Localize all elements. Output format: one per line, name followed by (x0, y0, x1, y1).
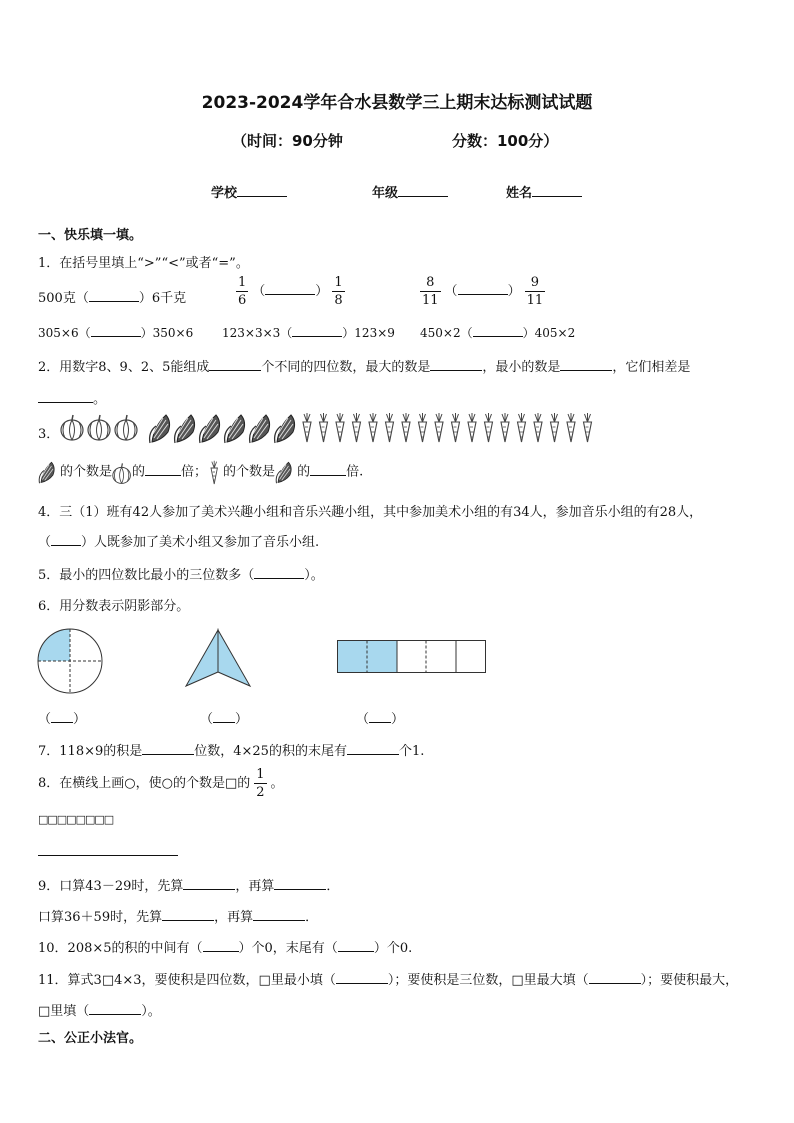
carrot-icon (435, 413, 443, 442)
carrot-icon (207, 460, 223, 484)
answer-blank (473, 324, 523, 337)
answer-blank (274, 877, 326, 890)
pumpkin-group (61, 415, 137, 440)
carrot-icon (402, 413, 410, 442)
q11-part-a: 11．算式3□4×3，要使积是四位数，□里最小填（ (38, 973, 336, 988)
q2-part-c: ，最小的数是 (482, 360, 561, 375)
fraction-9-11 (525, 274, 546, 309)
q6-text: 6．用分数表示阴影部分。 (38, 599, 190, 614)
q2-text (38, 356, 690, 375)
paren: （ (200, 712, 214, 727)
answer-blank (560, 358, 612, 371)
q11-part-e: ）。 (141, 1004, 161, 1019)
carrot-icon (501, 413, 509, 442)
q8-text (38, 766, 284, 801)
q3-question (38, 460, 363, 484)
q9-part-c: ． (326, 879, 340, 894)
q11-part-b: ）；要使积是三位数，□里最大填（ (387, 973, 589, 988)
answer-blank (145, 463, 181, 476)
q2-part-b: 个不同的四位数，最大的数是 (261, 360, 431, 375)
answer-blank (89, 289, 139, 302)
q1-row-2c (420, 324, 575, 341)
q6-answer-3 (356, 708, 404, 727)
fraction-denominator: 11 (526, 293, 544, 308)
grade-field (372, 182, 448, 201)
q3-text-1: 的个数是 (60, 464, 113, 480)
answer-blank (338, 939, 374, 952)
q10-part-b: ）个0，末尾有（ (238, 941, 338, 956)
paren: （ (38, 535, 52, 550)
q10-part-a: 10．208×5的积的中间有（ (38, 941, 203, 956)
q1-compare-2 (232, 274, 349, 309)
paren: ） (315, 284, 329, 299)
q3-picture-row (60, 412, 600, 446)
answer-blank (91, 324, 141, 337)
q1-r2c: 450×2（ (420, 326, 473, 340)
q7-part-c: 个1. (398, 744, 425, 759)
q1-compare-3 (416, 274, 549, 309)
pumpkin-icon (61, 415, 83, 440)
answer-blank (51, 710, 73, 723)
q10-text (38, 937, 412, 956)
q9-text (38, 875, 339, 894)
q1-r2b-right: ）123×9 (342, 326, 395, 340)
exam-time: （时间：90分钟 (232, 132, 343, 150)
answer-blank (265, 282, 315, 295)
pumpkin-icon (112, 461, 132, 483)
q8-draw-line[interactable] (38, 855, 178, 856)
carrot-icon (320, 413, 328, 442)
corn-icon (225, 415, 245, 443)
answer-blank (369, 710, 391, 723)
answer-blank (142, 742, 194, 755)
q1-c1-right: ）6千克 (138, 291, 187, 306)
answer-blank (209, 358, 261, 371)
q1-text: 1．在括号里填上“>”“<”或者“=”。 (38, 256, 249, 271)
q3-text-3: 倍； (181, 464, 208, 480)
q1-row-2 (38, 324, 193, 341)
q1-row-2b (222, 324, 395, 341)
q5-part-b: ）。 (304, 568, 324, 583)
answer-blank (310, 463, 346, 476)
carrot-group (303, 413, 592, 442)
q11-part-d: □里填（ (38, 1004, 90, 1019)
answer-blank (89, 1002, 141, 1015)
answer-blank (292, 324, 342, 337)
carrot-icon (584, 413, 592, 442)
answer-blank (589, 971, 641, 984)
corn-icon (275, 415, 295, 443)
carrot-icon (518, 413, 526, 442)
answer-blank (253, 908, 305, 921)
q9-part-d: 口算36＋59时，先算 (38, 910, 163, 925)
answer-blank (254, 566, 304, 579)
q9-part-a: 9．口算43－29时，先算 (38, 879, 184, 894)
q2-text-cont (38, 388, 106, 407)
carrot-icon (534, 413, 542, 442)
corn-icon (38, 460, 60, 484)
carrot-icon (485, 413, 493, 442)
fraction-numerator: 1 (256, 767, 265, 782)
q2-part-a: 2．用数字8、9、2、5能组成 (38, 360, 210, 375)
exam-score: 分数：100分） (452, 132, 559, 150)
paren: （ (356, 712, 370, 727)
q4-text-cont (38, 531, 319, 550)
shaded-circle-figure (36, 628, 108, 694)
school-field (211, 182, 287, 201)
q9-part-f: ． (305, 910, 319, 925)
q6-answer-2 (200, 708, 248, 727)
q11-text (38, 969, 738, 988)
shaded-kite-figure (182, 628, 254, 690)
fraction-denominator: 6 (238, 293, 247, 308)
corn-icon (275, 460, 297, 484)
carrot-icon (369, 413, 377, 442)
q5-text (38, 564, 324, 583)
carrot-icon (452, 413, 460, 442)
q8-part-a: 8．在横线上画○，使○的个数是□的 (38, 776, 251, 791)
name-label: 姓名 (506, 186, 533, 201)
q5-part-a: 5．最小的四位数比最小的三位数多（ (38, 568, 255, 583)
answer-blank (213, 710, 235, 723)
carrot-icon (386, 413, 394, 442)
pumpkin-icon (88, 415, 110, 440)
q11-part-c: ）；要使积最大， (640, 973, 739, 988)
grade-blank (398, 184, 448, 197)
corn-group (150, 415, 295, 443)
q4-part-b: ）人既参加了美术小组又参加了音乐小组. (81, 535, 320, 550)
section-2-heading: 二、公正小法官。 (38, 1031, 143, 1046)
answer-blank (203, 939, 239, 952)
q7-part-a: 7．118×9的积是 (38, 744, 143, 759)
page-title: 2023-2024学年合水县数学三上期末达标测试试题 (201, 93, 593, 113)
pumpkin-icon (115, 415, 137, 440)
q7-part-b: 位数，4×25的积的末尾有 (194, 744, 347, 759)
q9-text-2 (38, 906, 318, 925)
q3-text-4: 的个数是 (223, 464, 276, 480)
q1-compare-1 (38, 287, 186, 306)
fraction-numerator: 8 (426, 275, 435, 290)
carrot-icon (567, 413, 575, 442)
fraction-numerator: 1 (334, 275, 343, 290)
answer-blank (336, 971, 388, 984)
answer-blank (162, 908, 214, 921)
fraction-numerator: 1 (238, 275, 247, 290)
q1-c1-left: 500克（ (38, 291, 89, 306)
carrot-icon (303, 413, 311, 442)
answer-blank (347, 742, 399, 755)
q1-r2b: 123×3×3（ (222, 326, 293, 340)
corn-icon (150, 415, 170, 443)
answer-blank (430, 358, 482, 371)
carrot-icon (468, 413, 476, 442)
fraction-1-2 (254, 766, 266, 801)
q10-part-c: ）个0. (373, 941, 413, 956)
q3-label: 3． (38, 427, 60, 442)
fraction-denominator: 2 (256, 785, 265, 800)
paren: ） (235, 712, 249, 727)
answer-blank (38, 390, 93, 403)
name-blank (532, 184, 582, 197)
corn-icon (175, 415, 195, 443)
paren: ） (391, 712, 405, 727)
carrot-icon (353, 413, 361, 442)
paren: （ (38, 712, 52, 727)
corn-icon (250, 415, 270, 443)
q1-r2a-right: ）350×6 (140, 326, 194, 340)
section-1-heading: 一、快乐填一填。 (38, 228, 143, 243)
q3-text-2: 的 (132, 464, 146, 480)
fraction-1-6 (236, 274, 248, 309)
grade-label: 年级 (372, 186, 399, 201)
name-field (506, 182, 582, 201)
fraction-8-11 (420, 274, 441, 309)
carrot-icon (551, 413, 559, 442)
q6-answer-1 (38, 708, 86, 727)
q2-part-d: ，它们相差是 (612, 360, 691, 375)
q1-r2a: 305×6（ (38, 326, 91, 340)
q8-squares: □□□□□□□□ (38, 813, 114, 826)
q4-text: 4．三（1）班有42人参加了美术兴趣小组和音乐兴趣小组，其中参加美术小组的有34人，参加音乐小组的有28人， (38, 505, 703, 520)
school-blank (237, 184, 287, 197)
q1-r2c-right: ）405×2 (522, 326, 576, 340)
paren: ） (73, 712, 87, 727)
paren: （ (252, 284, 266, 299)
fraction-numerator: 9 (530, 275, 539, 290)
carrot-icon (419, 413, 427, 442)
answer-blank (458, 282, 508, 295)
fraction-1-8 (332, 274, 344, 309)
q3-text-6: 倍. (346, 464, 364, 480)
q9-part-e: ，再算 (214, 910, 254, 925)
q11-text-2 (38, 1000, 161, 1019)
q2-part-e: 。 (93, 392, 107, 407)
school-label: 学校 (211, 186, 238, 201)
fraction-denominator: 11 (422, 293, 439, 308)
fraction-denominator: 8 (334, 293, 343, 308)
corn-icon (200, 415, 220, 443)
q9-part-b: ，再算 (235, 879, 275, 894)
paren: （ (444, 284, 458, 299)
carrot-icon (336, 413, 344, 442)
answer-blank (183, 877, 235, 890)
q8-part-b: 。 (270, 776, 284, 791)
q7-text (38, 740, 424, 759)
shaded-strip-figure (337, 640, 487, 674)
paren: ） (507, 284, 521, 299)
q3-text-5: 的 (297, 464, 311, 480)
answer-blank (51, 533, 81, 546)
